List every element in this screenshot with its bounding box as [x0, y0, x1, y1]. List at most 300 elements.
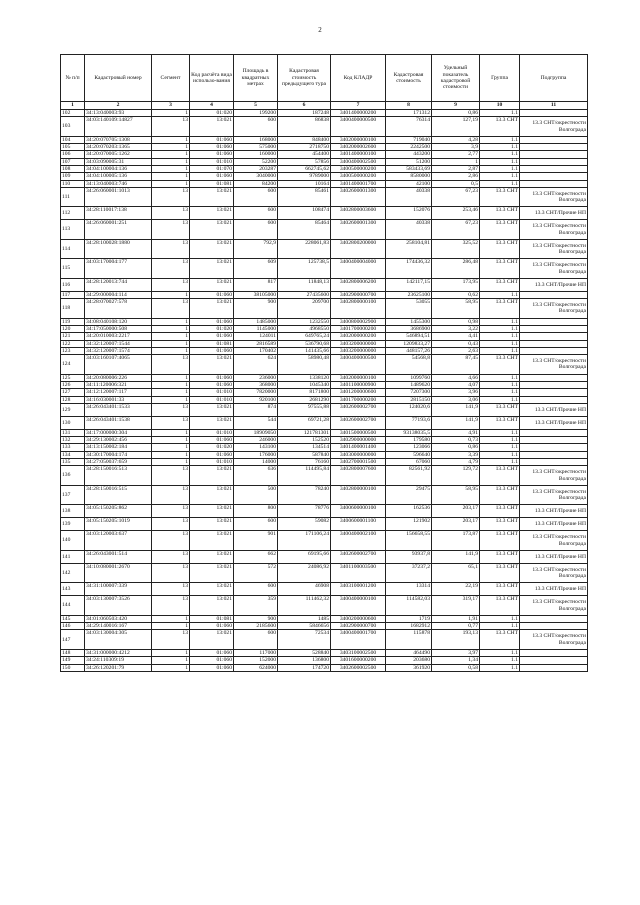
cadastral-cost-cell: 77193,6	[386, 416, 432, 429]
area-cell: 792,9	[234, 239, 278, 259]
row-number-cell: 104	[61, 136, 85, 143]
previous-cost-cell: 125738,5	[278, 259, 331, 279]
usage-code-cell: 01:060	[190, 347, 234, 354]
group-cell: 1.1	[480, 381, 520, 388]
cadastral-number-cell: 34:12:120007:117	[85, 389, 152, 396]
area-cell: 1485000	[234, 318, 278, 325]
column-number: 4	[190, 102, 234, 110]
subgroup-cell	[520, 144, 588, 151]
usage-code-cell: 01:020	[190, 325, 234, 332]
specific-indicator-cell: 67,23	[432, 187, 480, 207]
previous-cost-cell: 187248	[278, 110, 331, 117]
cadastral-cost-cell: 76314	[386, 117, 432, 137]
header-cell: Код КЛАДР	[331, 55, 386, 102]
subgroup-cell	[520, 110, 588, 117]
usage-code-cell: 01:081	[190, 180, 234, 187]
subgroup-cell	[520, 347, 588, 354]
table-row	[61, 389, 588, 396]
previous-cost-cell: 454400	[278, 151, 331, 158]
segment-cell: 1	[152, 459, 190, 466]
row-number-cell: 139	[61, 518, 85, 531]
subgroup-cell: 13.3 СНТ/окрестности Волгограда	[520, 485, 588, 505]
kladr-code-cell: 3402000000100	[331, 136, 386, 143]
area-cell: 901	[234, 531, 278, 551]
kladr-code-cell: 3402000000200	[331, 333, 386, 340]
row-number-cell: 132	[61, 437, 85, 444]
specific-indicator-cell: 193,13	[432, 630, 480, 650]
cadastral-number-cell: 34:28:120013:744	[85, 278, 152, 291]
cadastral-cost-cell: 54568,8	[386, 355, 432, 375]
specific-indicator-cell: 87,45	[432, 355, 480, 375]
usage-code-cell: 01:010	[190, 459, 234, 466]
usage-code-cell: 13:021	[190, 630, 234, 650]
row-number-cell: 108	[61, 165, 85, 172]
group-cell: 13.3 СНТ	[480, 583, 520, 596]
previous-cost-cell: 1338120	[278, 374, 331, 381]
row-number-cell: 150	[61, 664, 85, 671]
kladr-code-cell: 3402800200000	[331, 239, 386, 259]
header-cell: Группа	[480, 55, 520, 102]
cadastral-cost-cell: 583433,69	[386, 165, 432, 172]
specific-indicator-cell: 2,86	[432, 173, 480, 180]
row-number-cell: 103	[61, 117, 85, 137]
specific-indicator-cell: 4,41	[432, 333, 480, 340]
header-cell: Удельный показатель кадастровой стоимости	[432, 55, 480, 102]
subgroup-cell	[520, 291, 588, 298]
group-cell: 13.3 СНТ	[480, 563, 520, 583]
previous-cost-cell: 152520	[278, 437, 331, 444]
group-cell: 1.1	[480, 615, 520, 622]
segment-cell: 13	[152, 220, 190, 240]
usage-code-cell: 13:021	[190, 355, 234, 375]
segment-cell: 13	[152, 299, 190, 319]
cadastral-number-cell: 34:26:120201:79	[85, 664, 152, 671]
kladr-code-cell: 3400400002500	[331, 158, 386, 165]
previous-cost-cell: 57856	[278, 158, 331, 165]
previous-cost-cell: 136800	[278, 657, 331, 664]
area-cell: 874	[234, 403, 278, 416]
specific-indicator-cell: 4,28	[432, 136, 480, 143]
specific-indicator-cell: 4,07	[432, 381, 480, 388]
area-cell: 117000	[234, 649, 278, 656]
usage-code-cell: 13:021	[190, 117, 234, 137]
kladr-code-cell: 3401600000200	[331, 657, 386, 664]
row-number-cell: 148	[61, 649, 85, 656]
usage-code-cell: 13:021	[190, 187, 234, 207]
specific-indicator-cell: 203,17	[432, 518, 480, 531]
header-cell: Сегмент	[152, 55, 190, 102]
cadastral-number-cell: 34:16:030001:33	[85, 396, 152, 403]
previous-cost-cell: 209700	[278, 299, 331, 319]
subgroup-cell	[520, 649, 588, 656]
specific-indicator-cell: 319,17	[432, 596, 480, 616]
usage-code-cell: 01:060	[190, 144, 234, 151]
subgroup-cell	[520, 429, 588, 436]
subgroup-cell: 13.3 СНТ/Прочие НП	[520, 416, 588, 429]
usage-code-cell: 13:021	[190, 239, 234, 259]
cadastral-number-cell: 34:27:050037:659	[85, 459, 152, 466]
row-number-cell: 135	[61, 459, 85, 466]
usage-code-cell: 01:020	[190, 110, 234, 117]
area-cell: 920100	[234, 396, 278, 403]
specific-indicator-cell: 0,5	[432, 180, 480, 187]
subgroup-cell: 13.3 СНТ/Прочие НП	[520, 505, 588, 518]
subgroup-cell: 13.3 СНТ/Прочие НП	[520, 518, 588, 531]
segment-cell: 1	[152, 429, 190, 436]
previous-cost-cell: 72534	[278, 630, 331, 650]
cadastral-number-cell: 34:13:040003:93	[85, 110, 152, 117]
kladr-code-cell: 3403000000000	[331, 451, 386, 458]
segment-cell: 13	[152, 531, 190, 551]
header-row	[61, 55, 588, 102]
usage-code-cell: 01:060	[190, 333, 234, 340]
row-number-cell: 114	[61, 239, 85, 259]
previous-cost-cell: 76160	[278, 459, 331, 466]
cadastral-number-cell: 34:11:120006:321	[85, 381, 152, 388]
specific-indicator-cell: 141,9	[432, 416, 480, 429]
row-number-cell: 137	[61, 485, 85, 505]
cadastral-number-cell: 34:17:050000:508	[85, 325, 152, 332]
cadastral-number-cell: 34:20:070005:1262	[85, 151, 152, 158]
cadastral-number-cell: 34:04:100004:136	[85, 165, 152, 172]
kladr-code-cell: 3401400001400	[331, 444, 386, 451]
subgroup-cell: 13.3 СНТ/окрестности Волгограда	[520, 563, 588, 583]
row-number-cell: 102	[61, 110, 85, 117]
group-cell: 1.1	[480, 144, 520, 151]
kladr-code-cell: 3402600002700	[331, 403, 386, 416]
specific-indicator-cell: 3,22	[432, 325, 480, 332]
table-row	[61, 429, 588, 436]
subgroup-cell	[520, 136, 588, 143]
table-row	[61, 110, 588, 117]
specific-indicator-cell: 129,72	[432, 466, 480, 486]
group-cell: 13.3 СНТ	[480, 403, 520, 416]
kladr-code-cell: 3402600002700	[331, 416, 386, 429]
usage-code-cell: 01:081	[190, 340, 234, 347]
row-number-cell: 130	[61, 416, 85, 429]
specific-indicator-cell: 4,91	[432, 429, 480, 436]
column-number: 3	[152, 102, 190, 110]
previous-cost-cell: 121781301	[278, 429, 331, 436]
group-cell: 1.1	[480, 649, 520, 656]
table-row	[61, 531, 588, 551]
row-number-cell: 109	[61, 173, 85, 180]
previous-cost-cell: 9789000	[278, 173, 331, 180]
cadastral-cost-cell: 448157,26	[386, 347, 432, 354]
subgroup-cell	[520, 437, 588, 444]
group-cell: 1.1	[480, 136, 520, 143]
area-cell: 600	[234, 207, 278, 220]
cadastral-number-cell: 34:30:170004:174	[85, 451, 152, 458]
group-cell: 1.1	[480, 151, 520, 158]
group-cell: 13.3 СНТ	[480, 299, 520, 319]
cadastral-number-cell: 34:03:120003:637	[85, 531, 152, 551]
usage-code-cell: 01:060	[190, 381, 234, 388]
row-number-cell: 106	[61, 151, 85, 158]
kladr-code-cell: 3402700001500	[331, 459, 386, 466]
table-row	[61, 291, 588, 298]
table-row	[61, 396, 588, 403]
kladr-code-cell: 3402800000100	[331, 299, 386, 319]
cadastral-cost-cell: 1099760	[386, 374, 432, 381]
cadastral-number-cell: 34:03:140109:14827	[85, 117, 152, 137]
table-row	[61, 187, 588, 207]
table-row	[61, 583, 588, 596]
segment-cell: 1	[152, 291, 190, 298]
cadastral-cost-cell: 156658,55	[386, 531, 432, 551]
area-cell: 600	[234, 187, 278, 207]
cadastral-cost-cell: 152076	[386, 207, 432, 220]
usage-code-cell: 01:060	[190, 649, 234, 656]
cadastral-cost-cell: 1682912	[386, 623, 432, 630]
area-cell: 3040000	[234, 173, 278, 180]
group-cell: 1.1	[480, 158, 520, 165]
previous-cost-cell: 2681290	[278, 396, 331, 403]
segment-cell: 13	[152, 550, 190, 563]
kladr-code-cell: 3402600001300	[331, 220, 386, 240]
table-row	[61, 278, 588, 291]
area-cell: 609	[234, 259, 278, 279]
specific-indicator-cell: 65,1	[432, 563, 480, 583]
group-cell: 13.3 СНТ	[480, 259, 520, 279]
specific-indicator-cell: 0,62	[432, 291, 480, 298]
area-cell: 1145000	[234, 325, 278, 332]
cadastral-value-table	[60, 54, 588, 672]
row-number-cell: 133	[61, 444, 85, 451]
cadastral-cost-cell: 40338	[386, 187, 432, 207]
segment-cell: 13	[152, 207, 190, 220]
usage-code-cell: 13:021	[190, 583, 234, 596]
usage-code-cell: 01:060	[190, 374, 234, 381]
table-row	[61, 381, 588, 388]
row-number-cell: 144	[61, 596, 85, 616]
table-row	[61, 596, 588, 616]
previous-cost-cell: 46908	[278, 583, 331, 596]
table-row	[61, 180, 588, 187]
previous-cost-cell: 24086,92	[278, 563, 331, 583]
row-number-cell: 124	[61, 355, 85, 375]
specific-indicator-cell: 127,19	[432, 117, 480, 137]
table-row	[61, 239, 588, 259]
previous-cost-cell: 69721,28	[278, 416, 331, 429]
group-cell: 1.1	[480, 444, 520, 451]
specific-indicator-cell: 0,86	[432, 110, 480, 117]
table-row	[61, 403, 588, 416]
cadastral-number-cell: 34:20:010003:2217	[85, 333, 152, 340]
cadastral-number-cell: 34:08:040108:120	[85, 318, 152, 325]
table-row	[61, 550, 588, 563]
usage-code-cell: 01:060	[190, 136, 234, 143]
segment-cell: 1	[152, 623, 190, 630]
table-row	[61, 136, 588, 143]
segment-cell: 13	[152, 563, 190, 583]
subgroup-cell: 13.3 СНТ/окрестности Волгограда	[520, 299, 588, 319]
cadastral-cost-cell: 40338	[386, 220, 432, 240]
specific-indicator-cell: 0,58	[432, 664, 480, 671]
table-row	[61, 318, 588, 325]
previous-cost-cell: 111462,32	[278, 596, 331, 616]
area-cell: 170402	[234, 347, 278, 354]
previous-cost-cell: 228061,83	[278, 239, 331, 259]
previous-cost-cell: 86838	[278, 117, 331, 137]
specific-indicator-cell: 1,91	[432, 615, 480, 622]
group-cell: 1.1	[480, 657, 520, 664]
usage-code-cell: 13:021	[190, 518, 234, 531]
group-cell: 1.1	[480, 165, 520, 172]
cadastral-number-cell: 34:28:150016:515	[85, 485, 152, 505]
previous-cost-cell: 649765,24	[278, 333, 331, 340]
table-body	[61, 110, 588, 672]
header-cell: Кадастровый номер	[85, 55, 152, 102]
group-cell: 1.1	[480, 459, 520, 466]
table-row	[61, 505, 588, 518]
previous-cost-cell: 78240	[278, 485, 331, 505]
kladr-code-cell: 3401500000500	[331, 429, 386, 436]
row-number-cell: 126	[61, 381, 85, 388]
specific-indicator-cell: 0,43	[432, 340, 480, 347]
usage-code-cell: 01:060	[190, 451, 234, 458]
subgroup-cell: 13.3 СНТ/окрестности Волгограда	[520, 259, 588, 279]
usage-code-cell: 13:021	[190, 505, 234, 518]
table-row	[61, 299, 588, 319]
cadastral-cost-cell: 174436,32	[386, 259, 432, 279]
kladr-code-cell: 3400400000100	[331, 596, 386, 616]
table-row	[61, 416, 588, 429]
cadastral-number-cell: 34:03:090005:31	[85, 158, 152, 165]
usage-code-cell: 13:021	[190, 563, 234, 583]
row-number-cell: 136	[61, 466, 85, 486]
previous-cost-cell: 114495,84	[278, 466, 331, 486]
kladr-code-cell: 3400400002100	[331, 531, 386, 551]
kladr-code-cell: 3402800003600	[331, 207, 386, 220]
area-cell: 600	[234, 117, 278, 137]
segment-cell: 1	[152, 151, 190, 158]
subgroup-cell	[520, 389, 588, 396]
cadastral-number-cell: 34:03:170004:177	[85, 259, 152, 279]
kladr-code-cell: 3402800000100	[331, 485, 386, 505]
row-number-cell: 121	[61, 333, 85, 340]
segment-cell: 1	[152, 165, 190, 172]
specific-indicator-cell: 0,86	[432, 444, 480, 451]
cadastral-number-cell: 34:26:060001:1013	[85, 187, 152, 207]
subgroup-cell	[520, 158, 588, 165]
subgroup-cell: 13.3 СНТ/окрестности Волгограда	[520, 630, 588, 650]
subgroup-cell: 13.3 СНТ/окрестности Волгограда	[520, 596, 588, 616]
subgroup-cell	[520, 459, 588, 466]
usage-code-cell: 13:021	[190, 259, 234, 279]
cadastral-cost-cell: 1489620	[386, 381, 432, 388]
specific-indicator-cell: 0,98	[432, 318, 480, 325]
specific-indicator-cell: 203,17	[432, 505, 480, 518]
table-row	[61, 657, 588, 664]
group-cell: 1.1	[480, 291, 520, 298]
previous-cost-cell: 174720	[278, 664, 331, 671]
previous-cost-cell: 2718750	[278, 144, 331, 151]
segment-cell: 1	[152, 173, 190, 180]
kladr-code-cell: 3403100001200	[331, 583, 386, 596]
segment-cell: 1	[152, 615, 190, 622]
area-cell: 2185600	[234, 623, 278, 630]
cadastral-number-cell: 34:26:060001:251	[85, 220, 152, 240]
cadastral-cost-cell: 67060	[386, 459, 432, 466]
row-number-cell: 138	[61, 505, 85, 518]
kladr-code-cell: 3401400000100	[331, 151, 386, 158]
cadastral-number-cell: 34:29:130002:456	[85, 437, 152, 444]
cadastral-number-cell: 34:28:150016:513	[85, 466, 152, 486]
area-cell: 572	[234, 563, 278, 583]
group-cell: 1.1	[480, 347, 520, 354]
area-cell: 236000	[234, 374, 278, 381]
row-number-cell: 146	[61, 623, 85, 630]
segment-cell: 1	[152, 347, 190, 354]
kladr-code-cell: 3402800006200	[331, 278, 386, 291]
cadastral-number-cell: 34:26:043401:1533	[85, 403, 152, 416]
row-number-cell: 134	[61, 451, 85, 458]
kladr-code-cell: 3402000002600	[331, 144, 386, 151]
cadastral-cost-cell: 8580000	[386, 173, 432, 180]
kladr-code-cell: 3402600002700	[331, 550, 386, 563]
cadastral-cost-cell: 1455300	[386, 318, 432, 325]
table-row	[61, 664, 588, 671]
row-number-cell: 128	[61, 396, 85, 403]
cadastral-cost-cell: 114582,03	[386, 596, 432, 616]
cadastral-number-cell: 34:05:150205:1019	[85, 518, 152, 531]
segment-cell: 1	[152, 136, 190, 143]
subgroup-cell	[520, 165, 588, 172]
cadastral-cost-cell: 179580	[386, 437, 432, 444]
subgroup-cell	[520, 623, 588, 630]
usage-code-cell: 01:060	[190, 318, 234, 325]
group-cell: 1.1	[480, 173, 520, 180]
usage-code-cell: 01:070	[190, 165, 234, 172]
segment-cell: 1	[152, 437, 190, 444]
usage-code-cell: 01:060	[190, 291, 234, 298]
table-row	[61, 563, 588, 583]
group-cell: 13.3 СНТ	[480, 531, 520, 551]
column-number: 2	[85, 102, 152, 110]
specific-indicator-cell: 3,39	[432, 451, 480, 458]
area-cell: 2816589	[234, 340, 278, 347]
kladr-code-cell: 3403200000000	[331, 347, 386, 354]
subgroup-cell: 13.3 СНТ/Прочие НП	[520, 403, 588, 416]
specific-indicator-cell: 173,95	[432, 278, 480, 291]
table-row	[61, 325, 588, 332]
specific-indicator-cell: 58,95	[432, 485, 480, 505]
usage-code-cell: 13:021	[190, 278, 234, 291]
usage-code-cell: 01:010	[190, 158, 234, 165]
cadastral-number-cell: 34:03:130004:305	[85, 630, 152, 650]
segment-cell: 13	[152, 239, 190, 259]
kladr-code-cell: 3402600002500	[331, 664, 386, 671]
column-number: 7	[331, 102, 386, 110]
subgroup-cell	[520, 325, 588, 332]
previous-cost-cell: 11848,13	[278, 278, 331, 291]
row-number-cell: 110	[61, 180, 85, 187]
specific-indicator-cell: 67,23	[432, 220, 480, 240]
area-cell: 38105000	[234, 291, 278, 298]
subgroup-cell	[520, 396, 588, 403]
group-cell: 13.3 СНТ	[480, 207, 520, 220]
previous-cost-cell: 587840	[278, 451, 331, 458]
subgroup-cell: 13.3 СНТ/окрестности Волгограда	[520, 220, 588, 240]
page-number: 2	[318, 26, 322, 34]
previous-cost-cell: 4968550	[278, 325, 331, 332]
group-cell: 1.1	[480, 340, 520, 347]
area-cell: 624000	[234, 664, 278, 671]
area-cell: 662	[234, 550, 278, 563]
specific-indicator-cell: 0,73	[432, 437, 480, 444]
area-cell: 600	[234, 583, 278, 596]
